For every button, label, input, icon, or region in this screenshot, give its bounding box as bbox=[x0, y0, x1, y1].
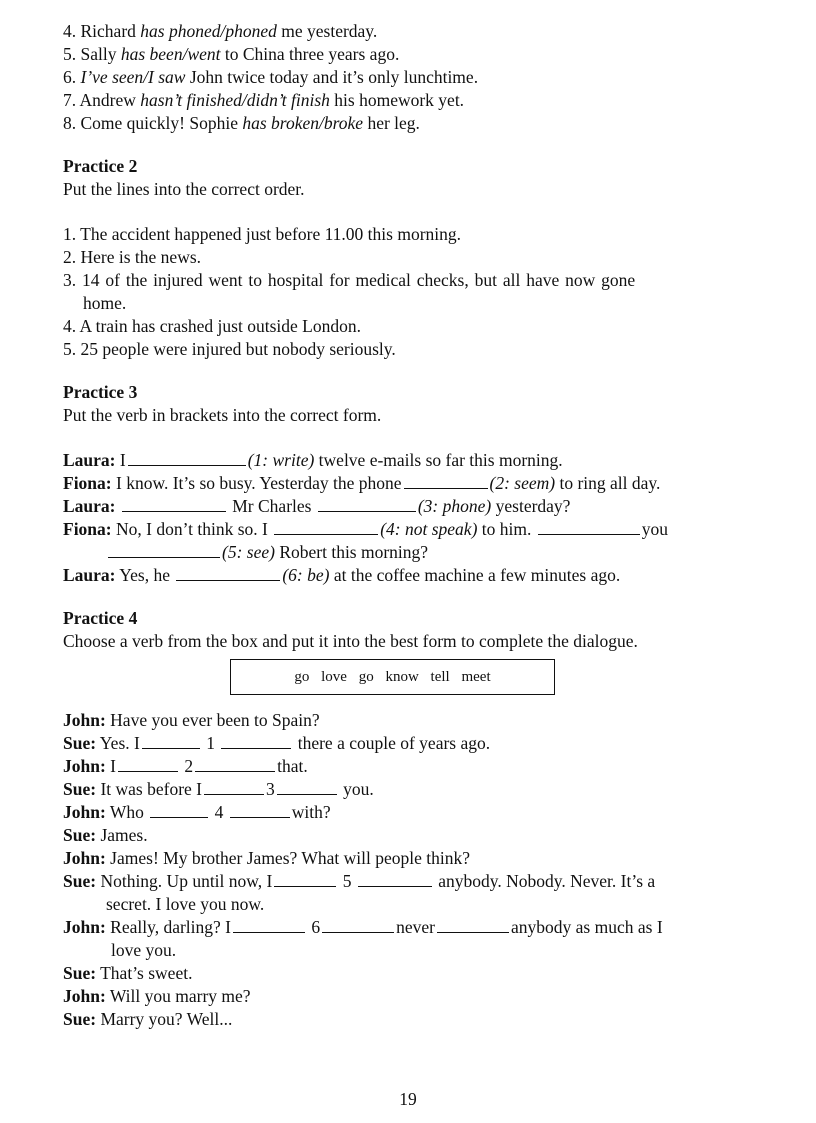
dialogue-line-continuation: (5: see) Robert this morning? bbox=[63, 541, 753, 564]
exercise-1-list bbox=[63, 20, 753, 135]
answer-blank[interactable] bbox=[437, 918, 509, 933]
dialogue-line: Fiona: I know. It’s so busy. Yesterday the phone (2: seem) to ring all day. bbox=[63, 473, 661, 493]
answer-blank[interactable] bbox=[142, 734, 200, 749]
practice-2-instruction: Put the lines into the correct order. bbox=[63, 179, 305, 199]
practice-4-instruction: Choose a verb from the box and put it into the best form to complete the dialogue. bbox=[63, 631, 638, 651]
list-item: 6. I’ve seen/I saw John twice today and it’s only lunchtime. bbox=[63, 67, 479, 87]
list-item: 3. 14 of the injured went to hospital for medical checks, but all have now gone bbox=[63, 270, 636, 290]
dialogue-line: John: Who 4 with? bbox=[63, 802, 331, 822]
answer-blank[interactable] bbox=[204, 780, 264, 795]
practice-3-title: Practice 3 bbox=[63, 382, 138, 402]
dialogue-line-continuation: secret. I love you now. bbox=[106, 894, 265, 914]
dialogue-line-continuation: love you. bbox=[111, 940, 177, 960]
answer-blank[interactable] bbox=[118, 757, 178, 772]
answer-blank[interactable] bbox=[277, 780, 337, 795]
page-content bbox=[63, 20, 753, 1031]
list-item: 7. Andrew hasn’t finished/didn’t finish his homework yet. bbox=[63, 90, 465, 110]
answer-blank[interactable] bbox=[318, 497, 416, 512]
answer-blank[interactable] bbox=[404, 474, 488, 489]
list-item: 5. 25 people were injured but nobody seriously. bbox=[63, 339, 396, 359]
dialogue-line: Laura: Yes, he (6: be) at the coffee machine a few minutes ago. bbox=[63, 565, 621, 585]
list-item: 4. Richard has phoned/phoned me yesterday. bbox=[63, 21, 378, 41]
dialogue-line: John: Have you ever been to Spain? bbox=[63, 710, 320, 730]
dialogue-line: Sue: That’s sweet. bbox=[63, 963, 193, 983]
list-item-continuation: home. bbox=[83, 293, 127, 313]
list-item: 5. Sally has been/went to China three years ago. bbox=[63, 44, 400, 64]
answer-blank[interactable] bbox=[176, 566, 280, 581]
answer-blank[interactable] bbox=[233, 918, 305, 933]
answer-blank[interactable] bbox=[195, 757, 275, 772]
list-item: 2. Here is the news. bbox=[63, 247, 202, 267]
answer-blank[interactable] bbox=[322, 918, 394, 933]
answer-blank[interactable] bbox=[230, 803, 290, 818]
verb-box: go love go know tell meet bbox=[230, 659, 555, 695]
answer-blank[interactable] bbox=[274, 872, 336, 887]
list-item: 8. Come quickly! Sophie has broken/broke her leg. bbox=[63, 113, 420, 133]
answer-blank[interactable] bbox=[221, 734, 291, 749]
dialogue-line: Sue: James. bbox=[63, 825, 148, 845]
answer-blank[interactable] bbox=[538, 520, 640, 535]
dialogue-line: Laura: I (1: write) twelve e-mails so far this morning. bbox=[63, 450, 563, 470]
dialogue-line: Sue: Yes. I 1 there a couple of years ago. bbox=[63, 733, 491, 753]
dialogue-line: John: James! My brother James? What will people think? bbox=[63, 848, 470, 868]
answer-blank[interactable] bbox=[150, 803, 208, 818]
list-item: 1. The accident happened just before 11.00 this morning. bbox=[63, 224, 462, 244]
dialogue-line: John: Really, darling? I 6 never anybody as much as I bbox=[63, 917, 663, 937]
dialogue-line: Sue: Marry you? Well... bbox=[63, 1009, 233, 1029]
practice-4-title: Practice 4 bbox=[63, 608, 138, 628]
dialogue-line: Fiona: No, I don’t think so. I (4: not speak) to him. you bbox=[63, 519, 668, 539]
page-number: 19 bbox=[399, 1089, 417, 1109]
answer-blank[interactable] bbox=[108, 543, 220, 558]
dialogue-line: Sue: Nothing. Up until now, I 5 anybody. Nobody. Never. It’s a bbox=[63, 871, 656, 891]
dialogue-line: John: Will you marry me? bbox=[63, 986, 251, 1006]
answer-blank[interactable] bbox=[122, 497, 226, 512]
answer-blank[interactable] bbox=[274, 520, 378, 535]
practice-2-list bbox=[63, 223, 753, 361]
dialogue-line: Laura: Mr Charles (3: phone) yesterday? bbox=[63, 496, 571, 516]
practice-4-dialogue bbox=[63, 709, 753, 1031]
dialogue-line: John: I 2 that. bbox=[63, 756, 308, 776]
practice-2-title: Practice 2 bbox=[63, 156, 138, 176]
answer-blank[interactable] bbox=[358, 872, 432, 887]
answer-blank[interactable] bbox=[128, 451, 246, 466]
list-item: 4. A train has crashed just outside London. bbox=[63, 316, 361, 336]
practice-3-dialogue bbox=[63, 449, 753, 587]
practice-3-instruction: Put the verb in brackets into the correct form. bbox=[63, 405, 382, 425]
dialogue-line: Sue: It was before I 3 you. bbox=[63, 779, 374, 799]
